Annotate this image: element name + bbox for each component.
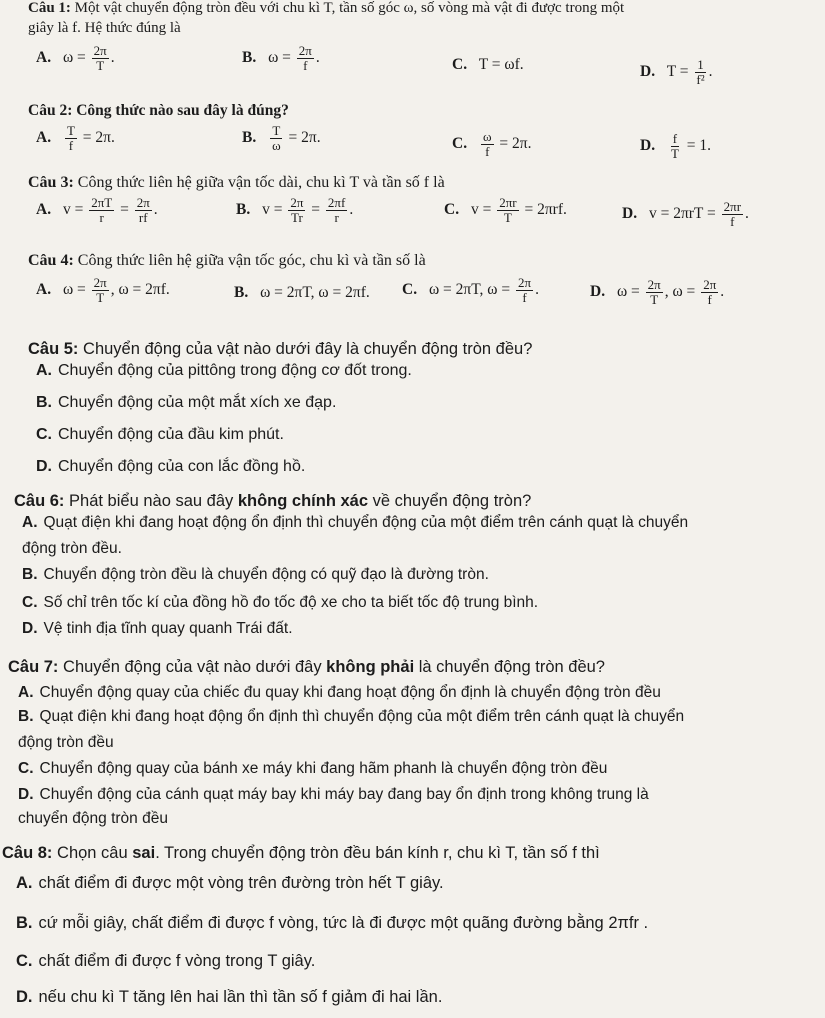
fraction: $\frac{2\pi}{f}$ [703, 277, 717, 307]
q2-option-d[interactable]: D. $\frac{f}{T}$ = 1. [640, 131, 712, 161]
q1-option-c[interactable]: C. T = ωf. [452, 56, 524, 73]
q3-option-c[interactable]: C. v = $\frac{2\pi r}{T}$ = 2πrf. [444, 195, 567, 225]
q4-option-c[interactable]: C. ω = 2πT, ω = $\frac{2\pi}{f}$ . [402, 275, 539, 305]
q6-option-d[interactable]: D. Vệ tinh địa tĩnh quay quanh Trái đất. [22, 620, 293, 637]
fraction: $\frac{2\pi}{T}$ [93, 275, 107, 305]
fraction: $\frac{1}{\text{f²}}$ [696, 57, 705, 87]
q6-option-a-cont: động tròn đều. [22, 540, 122, 557]
q6-option-c[interactable]: C. Số chỉ trên tốc kí của đồng hồ đo tốc độ xe cho ta biết tốc độ trung bình. [22, 594, 539, 611]
question-1-stem: Câu 1: Một vật chuyển động tròn đều với chu kì T, tần số góc ω, số vòng mà vật đi được trong một [28, 0, 625, 16]
question-1-stem-cont: giây là f. Hệ thức đúng là [28, 20, 181, 36]
fraction: $\frac{T}{\omega}$ [272, 123, 281, 153]
q5-option-d[interactable]: D. Chuyển động của con lắc đồng hồ. [36, 458, 306, 475]
q2-option-b[interactable]: B. $\frac{T}{\omega}$ = 2π. [242, 123, 321, 153]
fraction: $\frac{2\pi}{Tr}$ [290, 195, 304, 225]
question-7-stem: Câu 7: Chuyển động của vật nào dưới đây không phải là chuyển động tròn đều? [8, 658, 605, 676]
q7-option-a[interactable]: A. Chuyển động quay của chiếc đu quay khi đang hoạt động ổn định là chuyển động tròn đều [18, 684, 661, 701]
question-4-stem: Câu 4: Công thức liên hệ giữa vận tốc góc, chu kì và tần số là [28, 252, 426, 269]
q1-option-d[interactable]: D. T = $\frac{1}{\text{f²}}$ . [640, 57, 713, 87]
q7-option-d-cont: chuyển động tròn đều [18, 810, 168, 827]
fraction: $\frac{2\pi r}{T}$ [499, 195, 517, 225]
q8-option-d[interactable]: D. nếu chu kì T tăng lên hai lần thì tần số f giảm đi hai lần. [16, 988, 443, 1006]
q8-option-a[interactable]: A. chất điểm đi được một vòng trên đường tròn hết T giây. [16, 874, 444, 892]
q5-option-b[interactable]: B. Chuyển động của một mắt xích xe đạp. [36, 394, 337, 411]
fraction: $\frac{2\pi r}{f}$ [723, 199, 742, 229]
q8-option-c[interactable]: C. chất điểm đi được f vòng trong T giây. [16, 952, 316, 970]
fraction: $\frac{2\pi f}{r}$ [327, 195, 346, 225]
q5-option-a[interactable]: A. Chuyển động của pittông trong động cơ đốt trong. [36, 362, 412, 379]
fraction: $\frac{2\pi}{f}$ [517, 275, 532, 305]
q8-option-b[interactable]: B. cứ mỗi giây, chất điểm đi được f vòng, tức là đi được một quãng đường bằng 2πfr . [16, 914, 649, 932]
fraction: $\frac{\omega}{f}$ [482, 129, 492, 159]
question-5-stem: Câu 5: Chuyển động của vật nào dưới đây là chuyển động tròn đều? [28, 340, 533, 358]
q7-option-c[interactable]: C. Chuyển động quay của bánh xe máy khi đang hãm phanh là chuyển động tròn đều [18, 760, 608, 777]
q3-option-d[interactable]: D. v = 2πrT = $\frac{2\pi r}{f}$ . [622, 199, 749, 229]
q1-option-a[interactable]: A. ω = $\frac{2\pi}{T}$ . [36, 43, 115, 73]
fraction: $\frac{2\pi T}{r}$ [91, 195, 113, 225]
q1-option-b[interactable]: B. ω = $\frac{2\pi}{f}$ . [242, 43, 320, 73]
question-2-stem: Câu 2: Công thức nào sau đây là đúng? [28, 102, 289, 119]
q5-option-c[interactable]: C. Chuyển động của đầu kim phút. [36, 426, 284, 443]
q7-option-d[interactable]: D. Chuyển động của cánh quạt máy bay khi máy bay đang bay ổn định trong không trung là [18, 786, 649, 803]
fraction: $\frac{2\pi}{T}$ [647, 277, 661, 307]
q4-option-b[interactable]: B. ω = 2πT, ω = 2πf. [234, 284, 370, 301]
question-8-stem: Câu 8: Chọn câu sai. Trong chuyển động tròn đều bán kính r, chu kì T, tần số f thì [2, 844, 600, 862]
fraction: $\frac{f}{T}$ [670, 131, 679, 161]
fraction: $\frac{2\pi}{f}$ [298, 43, 312, 73]
fraction: $\frac{2\pi}{rf}$ [136, 195, 150, 225]
q2-option-c[interactable]: C. $\frac{\omega}{f}$ = 2π. [452, 129, 532, 159]
q2-option-a[interactable]: A. $\frac{T}{f}$ = 2π. [36, 123, 115, 153]
q7-option-b[interactable]: B. Quạt điện khi đang hoạt động ổn định thì chuyển động của một điểm trên cánh quạt là chuyển [18, 708, 685, 725]
q6-option-b[interactable]: B. Chuyển động tròn đều là chuyển động có quỹ đạo là đường tròn. [22, 566, 489, 583]
fraction: $\frac{2\pi}{T}$ [93, 43, 107, 73]
fraction: $\frac{T}{f}$ [66, 123, 75, 153]
q3-option-b[interactable]: B. v = $\frac{2\pi}{Tr}$ = $\frac{2\pi f}{r}$ . [236, 195, 354, 225]
q4-option-d[interactable]: D. ω = $\frac{2\pi}{T}$ , ω = $\frac{2\pi}{f}$ . [590, 277, 725, 307]
q6-option-a[interactable]: A. Quạt điện khi đang hoạt động ổn định thì chuyển động của một điểm trên cánh quạt là chuyển [22, 514, 689, 531]
q3-option-a[interactable]: A. v = $\frac{2\pi T}{r}$ = $\frac{2\pi}{rf}$ . [36, 195, 158, 225]
question-6-stem: Câu 6: Phát biểu nào sau đây không chính xác về chuyển động tròn? [14, 492, 532, 510]
q7-option-b-cont: động tròn đều [18, 734, 114, 751]
question-3-stem: Câu 3: Công thức liên hệ giữa vận tốc dài, chu kì T và tần số f là [28, 174, 445, 191]
q4-option-a[interactable]: A. ω = $\frac{2\pi}{T}$ , ω = 2πf. [36, 275, 170, 305]
